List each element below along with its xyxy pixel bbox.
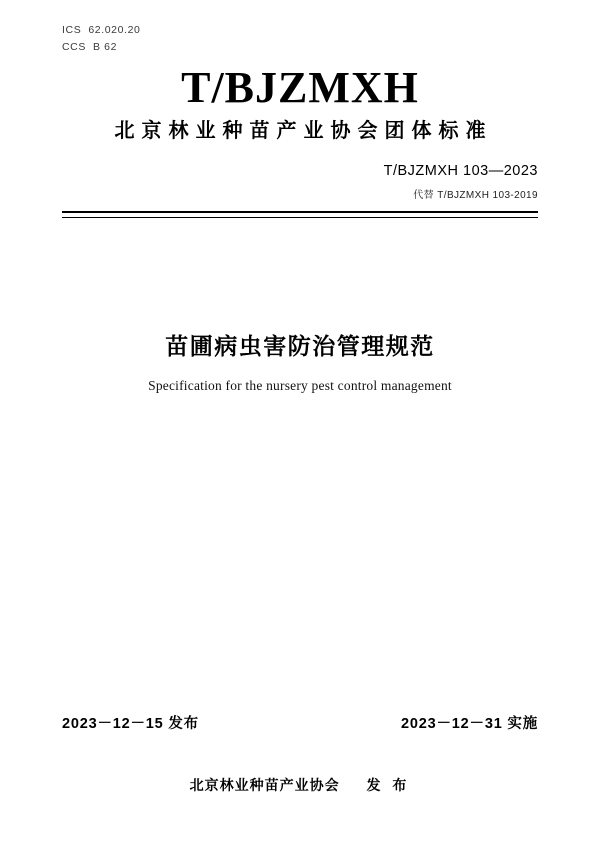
replaced-standard-number: 代替 T/BJZMXH 103-2019 bbox=[413, 190, 538, 201]
standard-mark: T/BJZMXH bbox=[181, 63, 419, 112]
effective-date: 2023－12－31 实施 bbox=[401, 716, 538, 732]
publisher-name: 北京林业种苗产业协会 bbox=[189, 777, 340, 793]
document-title-chinese: 苗圃病虫害防治管理规范 bbox=[165, 333, 435, 359]
publisher-line bbox=[0, 775, 600, 795]
meta-codes bbox=[62, 22, 140, 56]
header-rule-thick bbox=[62, 211, 538, 213]
ics-code: ICS 62.020.20 bbox=[62, 24, 141, 36]
ccs-code: CCS B 62 bbox=[62, 41, 118, 53]
association-standard-line: 北京林业种苗产业协会团体标准 bbox=[114, 120, 493, 142]
standard-number: T/BJZMXH 103—2023 bbox=[383, 163, 538, 179]
date-row bbox=[62, 712, 538, 733]
document-title-english: Specification for the nursery pest control management bbox=[148, 378, 452, 393]
publish-word: 发 布 bbox=[366, 777, 411, 793]
issue-date: 2023－12－15 发布 bbox=[62, 716, 199, 732]
header-rule-thin bbox=[62, 217, 538, 218]
